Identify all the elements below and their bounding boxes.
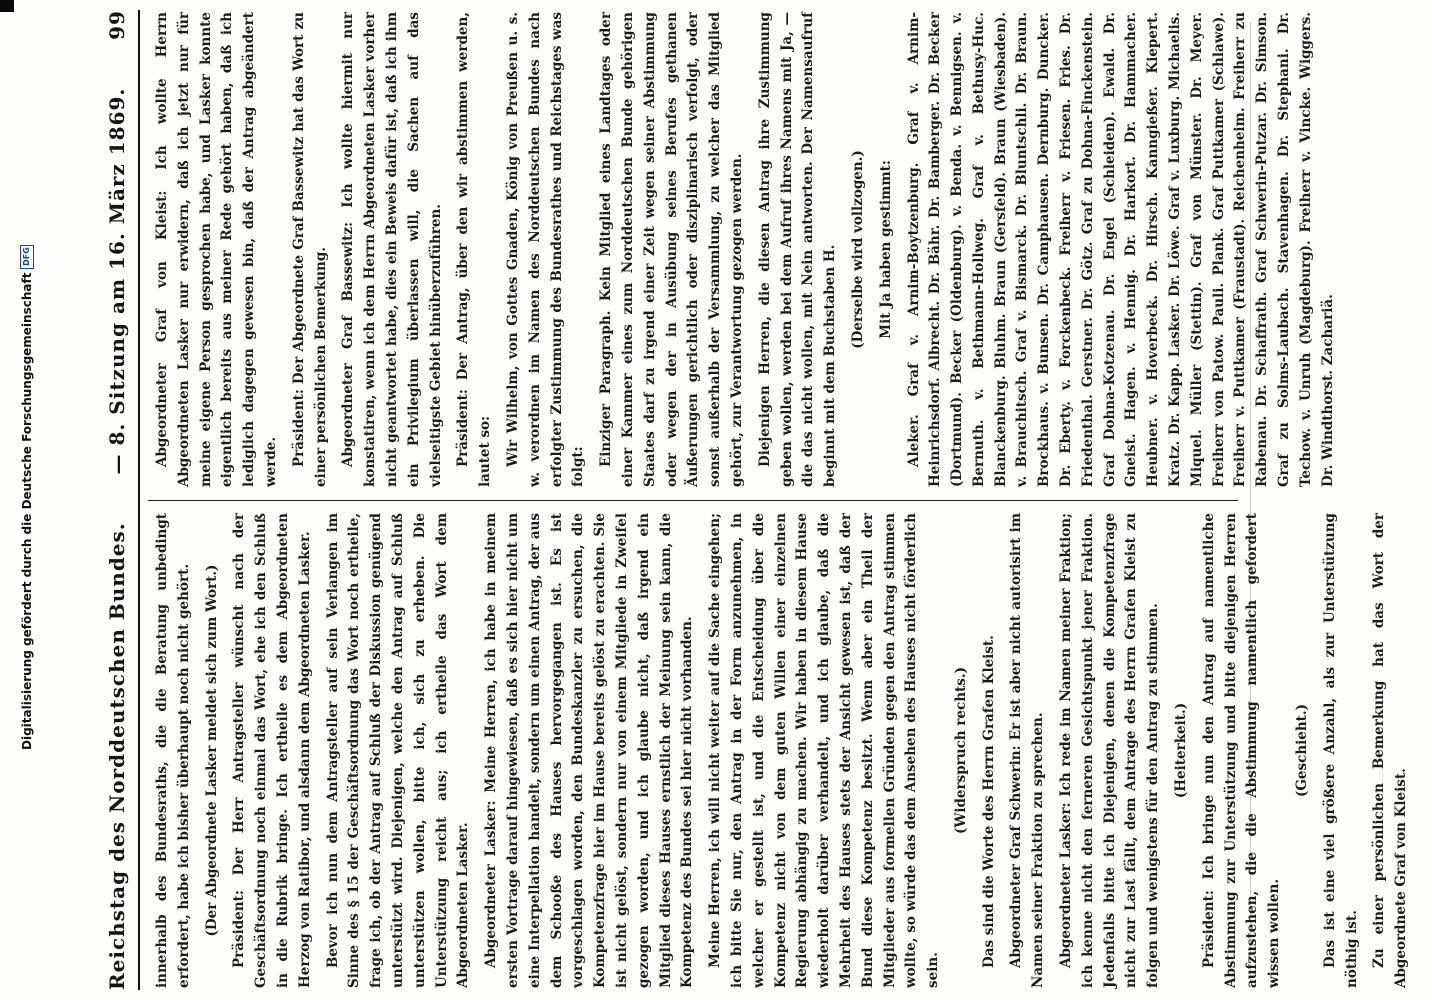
paragraph: Abgeordneter Lasker: Meine Herren, ich habe in meinem ersten Vortrage darauf hingewiesen, daß es sich hier nicht um eine Interpellation handelt, sondern um einen Antrag, der aus dem Schooße des Hauses hervorgegangen ist. Es ist vorgeschlagen worden, den Bundeskanzler zu ersuchen, die Kompetenzfrage hier im Hause bereits gelöst zu erachten. Sie ist nicht gelöst, sondern nur von einem Mitgliede in Zweifel gezogen worden, und ich glaube nicht, daß irgend ein Mitglied dieses Hauses ernstlich der Meinung sein kann, die Kompetenz des Bundes sei hier nicht vorhanden. (483, 513, 696, 988)
paragraph: Aleker. Graf v. Arnim-Boytzenburg. Graf v. Arnim-Heinrichsdorf. Albrecht. Dr. Bähr. Dr. Bamberger. Dr. Becker (Dortmund). Becker (Oldenburg). v. Benda. v. Bennigsen. v. Bernuth. v. Bethmann-Hollweg. Graf v. Bethusy-Huc. Blanckenburg. Bluhm. Braun (Gersfeld). Braun (Wiesbaden). v. Brauchitsch. Graf v. Bismarck. Dr. Bluntschli. Dr. Braun. Brockhaus. v. Bunsen. Dr. Camphausen. Dernburg. Duncker. Dr. Eberty. v. Forckenbeck. Freiherr v. Friesen. Fries. Dr. Friedenthal. Gerstner. Dr. Götz. Graf zu Dohna-Finckenstein. Graf Dohna-Kotzenau. Dr. Engel (Schleiden). Ewald. Dr. Gneist. Hagen. v. Hennig. Dr. Harkort. Dr. Hammacher. Heubner. v. Hoverbeck. Dr. Hirsch. Kanngießer. Kiepert. Kratz. Dr. Kapp. Lasker. Dr. Löwe. Graf v. Luxburg. Michaelis. Miquel. Müller (Stettin). Graf von Münster. Dr. Meyer. Freiherr von Patow. Pauli. Plank. Graf Puttkamer (Schlawe). Freiherr v. Puttkamer (Fraustadt). Reichenheim. Freiherr zu Rabenau. Dr. Schaffrath. Graf Schwerin-Putzar. Dr. Simson. Graf zu Solms-Laubach. Stavenhagen. Dr. Stephani. Dr. Techow. v. Unruh (Magdeburg). Freiherr v. Vincke. Wiggers. Dr. Windthorst. Zachariä. (905, 12, 1336, 487)
paragraph: Mit Ja haben gestimmt: (877, 160, 894, 339)
page-number: 99 (105, 10, 129, 40)
credit-text: Digitalisierung gefördert durch die Deutsche Forschungsgemeinschaft (20, 272, 34, 750)
digitization-credit (20, 245, 34, 750)
header-rule (138, 10, 140, 990)
paragraph: Abgeordneter Lasker: Ich rede im Namen meiner Fraktion; ich kenne nicht den ferneren Gesichtspunkt jener Fraktion. Jedenfalls bitte ich Diejenigen, denen die Kompetenzfrage nicht zur Last fällt, dem Antrage des Herrn Grafen Kleist zu folgen und wenigstens für den Antrag zu stimmen. (1058, 513, 1162, 988)
paragraph: Abgeordneter Graf von Kleist: Ich wollte Herrn Abgeordneten Lasker nur erwidern, daß ich jetzt nur für meine eigene Person gesprochen habe, und Lasker konnte eigentlich bereits aus meiner Rede gehört haben, daß ich lediglich dagegen gewesen bin, daß der Antrag abgeändert werde. (154, 12, 279, 487)
column-divider (148, 500, 1238, 501)
paragraph: (Widerspruch rechts.) (952, 667, 969, 834)
paragraph: Zu einer persönlichen Bemerkung hat das Wort der Abgeordnete Graf von Kleist. (1371, 513, 1410, 988)
rotated-page-body (100, 0, 1410, 1000)
paragraph: Das sind die Worte des Herrn Grafen Kleist. (980, 635, 997, 968)
paragraph: Abgeordneter Graf Schwerin: Er ist aber nicht autorisirt im Namen seiner Fraktion zu sprechen. (1008, 513, 1047, 988)
paragraph: Präsident: Ich bringe nun den Antrag auf namentliche Abstimmung zur Unterstützung und bitte diejenigen Herren aufzustehen, die die Abstimmung namentlich gefordert wissen wollen. (1200, 513, 1283, 988)
dfg-logo-icon: DFG (20, 245, 34, 269)
right-text-column (152, 12, 1336, 487)
paragraph: Das ist eine viel größere Anzahl, als zur Unterstützung nöthig ist. (1321, 513, 1360, 988)
paragraph: (Derselbe wird vollzogen.) (849, 150, 866, 349)
paragraph: Meine Herren, ich will nicht weiter auf die Sache eingehen; ich bitte Sie nur, den Antrag in der Form anzunehmen, in welcher er gestellt ist, und die Entscheidung über die Kompetenz nicht von dem guten Willen einer einzelnen Regierung abhängig zu machen. Wir haben in diesem Hause wiederholt darüber verhandelt, und ich glaube, daß die Mehrheit des Hauses stets der Ansicht gewesen ist, daß der Bund diese Kompetenz besitzt. Wenn aber ein Theil der Mitglieder aus formellen Gründen gegen den Antrag stimmen wollte, so würde das dem Ansehen des Hauses nicht förderlich sein. (707, 513, 942, 988)
paragraph: Bevor ich nun dem Antragsteller auf sein Verlangen im Sinne des § 15 der Geschäftsordnung das Wort noch ertheile, frage ich, ob der Antrag auf Schluß der Diskussion genügend unterstützt wird. Diejenigen, welche den Antrag auf Schluß unterstützen wollen, bitte ich, sich zu erheben. Die Unterstützung reicht aus; ich ertheile das Wort dem Abgeordneten Lasker. (324, 513, 472, 988)
header-title: Reichstag des Norddeutschen Bundes. (105, 522, 129, 990)
paragraph: Wir Wilhelm, von Gottes Gnaden, König von Preußen u. s. w. verordnen im Namen des Norddeutschen Bundes nach erfolgter Zustimmung des Bundesrathes und Reichstages was folgt: (504, 12, 587, 487)
paragraph: (Der Abgeordnete Lasker meldet sich zum Wort.) (203, 564, 220, 937)
paragraph: (Geschieht.) (1294, 704, 1311, 797)
paragraph: (Heiterkeit.) (1173, 702, 1190, 799)
paragraph: innerhalb des Bundesraths, die die Beratung unbedingt erfordert, habe ich bisher überhaupt noch nicht gehört. (154, 513, 192, 988)
paragraph: Präsident: Der Antrag, über den wir abstimmen werden, lautet so: (455, 12, 494, 487)
paragraph: Präsident: Der Herr Antragsteller wünscht nach der Geschäftsordnung noch einmal das Wort, ehe ich den Schluß in die Rubrik bringe. Ich ertheile es dem Abgeordneten Herzog von Ratibor, und alsdann dem Abgeordneten Lasker. (231, 513, 313, 988)
paragraph: Diejenigen Herren, die diesen Antrag ihre Zustimmung geben wollen, werden bei dem Aufruf ihres Namens mit Ja, — die das nicht wollen, mit Nein antworten. Der Namensaufruf beginnt mit dem Buchstaben H. (756, 12, 839, 487)
paragraph: Einziger Paragraph. Kein Mitglied eines Landtages oder einer Kammer eines zum Norddeutschen Bunde gehörigen Staates darf zu irgend einer Zeit wegen seiner Abstimmung oder wegen der in Ausübung seines Berufes gethanen Äußerungen gerichtlich oder disziplinarisch verfolgt, oder sonst außerhalb der Versammlung, zu welcher das Mitglied gehört, zur Verantwortung gezogen werden. (598, 12, 745, 487)
running-header (100, 10, 134, 990)
header-session: — 8. Sitzung am 16. März 1869. (105, 87, 129, 475)
paragraph: Präsident: Der Abgeordnete Graf Bassewitz hat das Wort zu einer persönlichen Bemerkung. (290, 12, 329, 487)
scan-corner-mark (0, 0, 14, 12)
left-text-column (152, 513, 1410, 988)
paragraph: Abgeordneter Graf Bassewitz: Ich wollte hiermit nur konstatiren, wenn ich dem Herrn Abgeordneten Lasker vorher nicht geantwortet habe, dies ein Beweis dafür ist, daß ich ihm ein Privilegium überlassen will, die Sachen auf das vielseitigste Gebiet hinüberzuführen. (340, 12, 444, 487)
